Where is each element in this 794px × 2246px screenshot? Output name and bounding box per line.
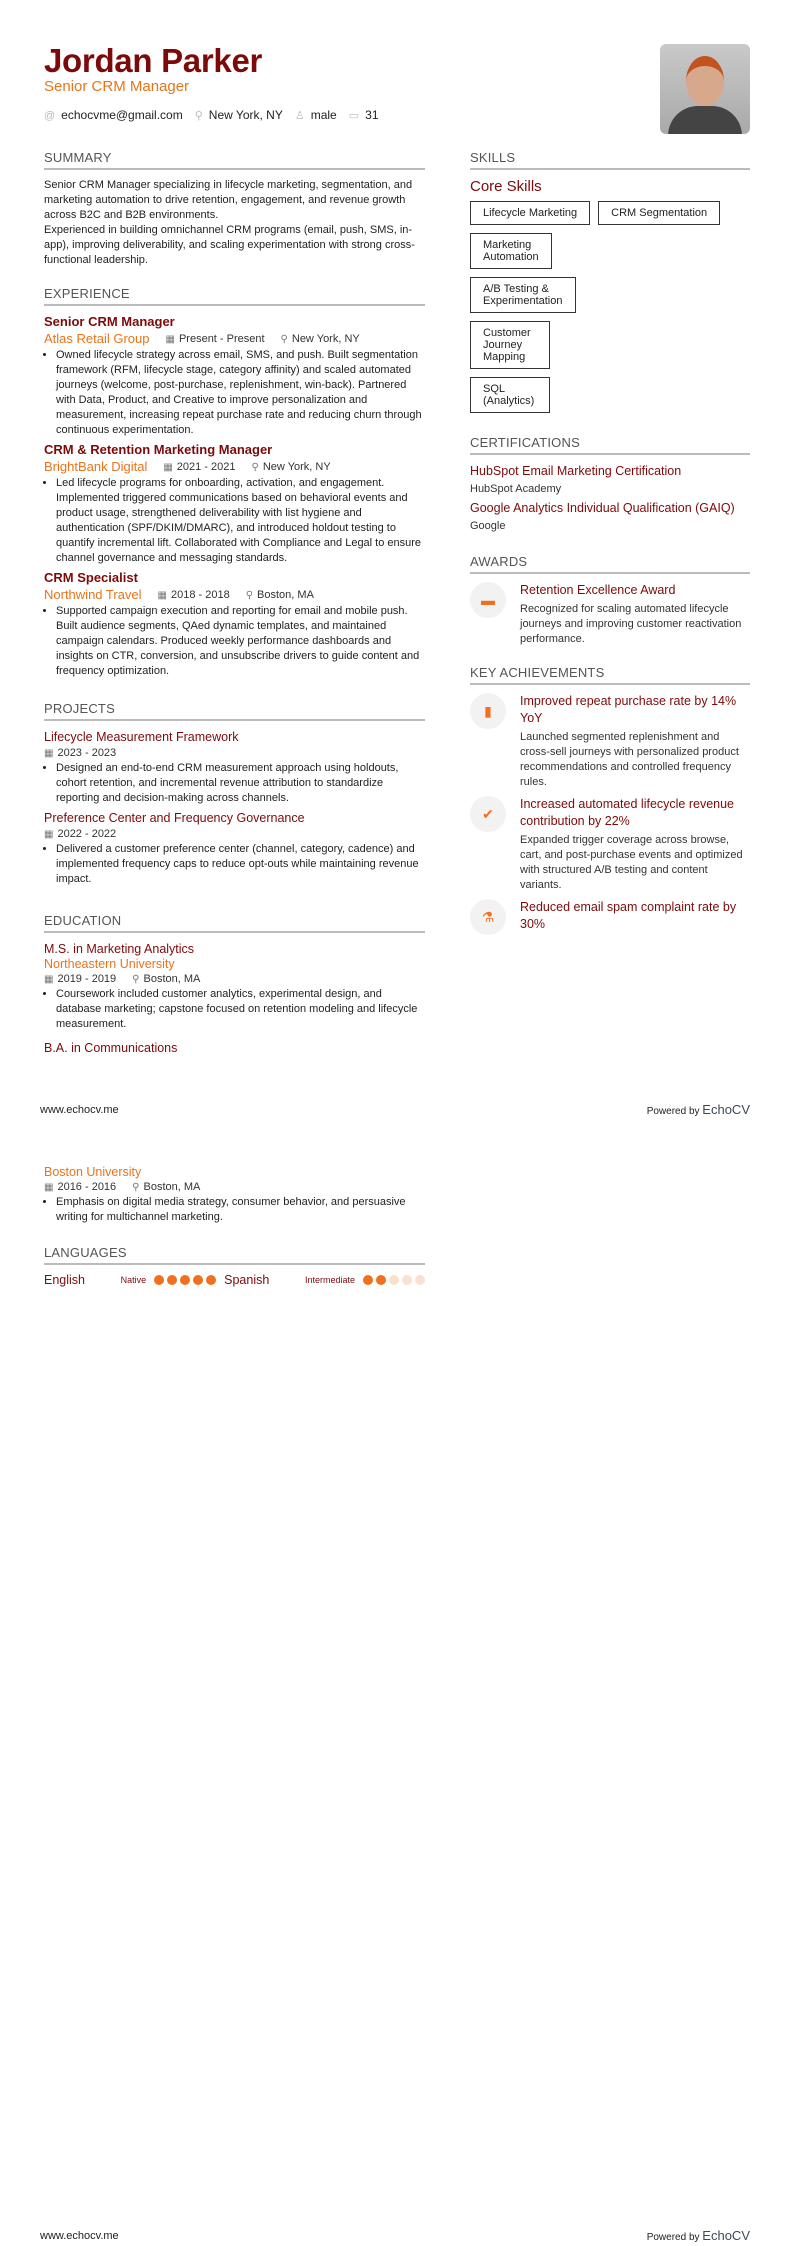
experience-section [44, 286, 425, 679]
powered-by [647, 2228, 750, 2243]
calendar-icon: ▦ [44, 1182, 54, 1193]
document-icon: ▮ [470, 693, 506, 729]
skill-chip: Customer Journey Mapping [470, 321, 550, 369]
proficiency-dot [193, 1275, 203, 1285]
section-heading: PROJECTS [44, 701, 425, 721]
calendar-icon: ▦ [163, 461, 173, 473]
experience-item [44, 442, 425, 566]
proficiency-dots [154, 1275, 216, 1285]
skill-chip: Lifecycle Marketing [470, 201, 590, 225]
project-item [44, 729, 425, 806]
location-icon: ⚲ [132, 1182, 140, 1193]
language-level: Native [120, 1275, 147, 1285]
gender: male [310, 108, 337, 122]
location-icon: ⚲ [132, 974, 140, 985]
language-name: Spanish [224, 1273, 270, 1287]
calendar-icon: ▦ [44, 748, 54, 759]
achievement-item [470, 899, 750, 935]
section-heading: CERTIFICATIONS [470, 435, 750, 455]
age: 31 [365, 108, 379, 122]
calendar-icon: ▭ [348, 110, 360, 122]
footer-site-link[interactable]: www.echocv.me [40, 2230, 119, 2242]
proficiency-dot [363, 1275, 373, 1285]
certification-item [470, 500, 750, 532]
proficiency-dot [402, 1275, 412, 1285]
powered-by-label: Powered by [646, 2232, 700, 2243]
summary-text: Senior CRM Manager specializing in lifecycle marketing, segmentation, and marketing automation to drive retention, engagement, and revenue growth across B2C and B2B environments. [44, 179, 413, 221]
languages-section [44, 1245, 425, 1287]
description: • Coursework included customer analytics, experimental design, and database marketing; capstone focused on retention modeling and lifecycle measurement. [56, 987, 425, 1032]
award-description: Recognized for scaling automated lifecycle journeys and improving customer reactivation performance. [520, 603, 742, 645]
project-title: Preference Center and Frequency Governance [44, 811, 305, 825]
description: • Designed an end-to-end CRM measurement approach using holdouts, cohort retention, and incremental revenue attribution to standardize reporting and decision-making across channels. [56, 761, 425, 806]
project-item [44, 810, 425, 887]
proficiency-dot [206, 1275, 216, 1285]
summary-section [44, 150, 425, 268]
certifications-section [470, 435, 750, 532]
description: • Led lifecycle programs for onboarding, activation, and engagement. Implemented triggered communications based on behavioral events and product usage, strengthened deliverability with list hygiene and authentication (SPF/DKIM/DMARC), and introduced holdout testing to quantify incremental lift. Collaborated with Compliance and Legal to ensure channel governance and messaging standards. [56, 476, 425, 566]
email: echocvme@gmail.com [61, 108, 183, 122]
section-heading: SKILLS [470, 150, 750, 170]
location-icon: ⚲ [251, 461, 259, 473]
dates: 2021 - 2021 [176, 460, 236, 473]
footer-site-link[interactable]: www.echocv.me [40, 1104, 119, 1116]
contact-info [44, 108, 379, 122]
location-icon: ⚲ [194, 110, 203, 122]
company: BrightBank Digital [44, 459, 148, 474]
achievements-section [470, 665, 750, 935]
brand-logo: EchoCV [702, 2228, 750, 2243]
degree: B.A. in Communications [44, 1041, 178, 1055]
cert-title: Google Analytics Individual Qualification (GAIQ) [470, 501, 735, 515]
profile-photo [660, 44, 750, 134]
location: Boston, MA [143, 973, 201, 985]
award-title: Retention Excellence Award [520, 583, 676, 597]
award-item [470, 582, 750, 647]
section-heading: KEY ACHIEVEMENTS [470, 665, 750, 685]
candidate-title: Senior CRM Manager [44, 78, 190, 95]
resume-page-2 [0, 1123, 794, 2246]
cert-title: HubSpot Email Marketing Certification [470, 464, 682, 478]
email-icon: @ [44, 110, 56, 122]
dates: 2022 - 2022 [57, 828, 117, 840]
experience-item [44, 570, 425, 679]
location: New York, NY [208, 108, 283, 122]
dates: 2016 - 2016 [57, 1181, 117, 1193]
location: New York, NY [291, 332, 360, 345]
language-name: English [44, 1273, 85, 1287]
job-title: Senior CRM Manager [44, 314, 175, 329]
calendar-icon: ▦ [165, 333, 175, 345]
degree: M.S. in Marketing Analytics [44, 942, 195, 956]
skill-chip: CRM Segmentation [598, 201, 720, 225]
certification-item [470, 463, 750, 495]
location-icon: ⚲ [280, 333, 288, 345]
achievement-item [470, 796, 750, 893]
dates: Present - Present [178, 332, 265, 345]
achievement-title: Improved repeat purchase rate by 14% YoY [520, 694, 737, 725]
job-title: CRM Specialist [44, 570, 138, 585]
person-icon: ♙ [294, 110, 305, 122]
skill-chip: Marketing Automation [470, 233, 552, 269]
projects-section [44, 701, 425, 887]
calendar-icon: ▦ [44, 974, 54, 985]
description: • Emphasis on digital media strategy, consumer behavior, and persuasive writing for multichannel marketing. [56, 1195, 425, 1225]
project-title: Lifecycle Measurement Framework [44, 730, 239, 744]
section-heading: AWARDS [470, 554, 750, 574]
cert-issuer: HubSpot Academy [470, 483, 562, 495]
language-level: Intermediate [304, 1275, 355, 1285]
archive-icon: ▬ [470, 582, 506, 618]
proficiency-dot [167, 1275, 177, 1285]
location: Boston, MA [257, 588, 314, 601]
section-heading: EXPERIENCE [44, 286, 425, 306]
check-badge-icon: ✔ [470, 796, 506, 832]
description: • Delivered a customer preference center (channel, category, cadence) and implemented frequency caps to reduce opt-outs while maintaining revenue impact. [56, 842, 425, 887]
section-heading: LANGUAGES [44, 1245, 425, 1265]
powered-by [647, 1102, 750, 1117]
achievement-description: Expanded trigger coverage across browse, cart, and post-purchase events and optimized with structured A/B testing and content variants. [520, 834, 743, 891]
candidate-name: Jordan Parker [44, 42, 263, 79]
school: Boston University [44, 1165, 142, 1179]
skill-chip: SQL (Analytics) [470, 377, 550, 413]
company: Atlas Retail Group [44, 331, 150, 346]
experience-item [44, 314, 425, 438]
proficiency-dot [415, 1275, 425, 1285]
description: • Owned lifecycle strategy across email, SMS, and push. Built segmentation framework (RFM, lifecycle stage, category affinity) and scaled automated journeys (welcome, post-purchase, replenishment, win-back). Partnered with Data, Product, and Creative to improve personalization and measurement, increasing repeat purchase rate and reducing churn through continuous experimentation. [56, 348, 425, 438]
education-section [44, 913, 425, 1056]
dates: 2018 - 2018 [171, 588, 230, 601]
company: Northwind Travel [44, 587, 142, 602]
calendar-icon: ▦ [157, 589, 167, 601]
section-heading: EDUCATION [44, 913, 425, 933]
awards-section [470, 554, 750, 647]
dates: 2019 - 2019 [57, 973, 117, 985]
school: Northeastern University [44, 957, 175, 971]
job-title: CRM & Retention Marketing Manager [44, 442, 273, 457]
skill-group-title: Core Skills [470, 178, 542, 195]
achievement-description: Launched segmented replenishment and cross-sell journeys with personalized product recommendations and controlled frequency rules. [520, 731, 739, 788]
proficiency-dot [389, 1275, 399, 1285]
description: • Supported campaign execution and reporting for email and mobile push. Built audience segments, QAed dynamic templates, and maintained campaign calendars. Produced weekly performance dashboards and insights on CTR, conversion, and unsubscribe drivers to guide content and frequency optimization. [56, 604, 425, 679]
location-icon: ⚲ [245, 589, 254, 601]
flask-icon: ⚗ [470, 899, 506, 935]
proficiency-dot [154, 1275, 164, 1285]
proficiency-dots [363, 1275, 425, 1285]
proficiency-dot [180, 1275, 190, 1285]
powered-by-label: Powered by [646, 1106, 700, 1117]
achievement-item [470, 693, 750, 790]
brand-logo: EchoCV [702, 1102, 750, 1117]
skills-section [470, 150, 750, 413]
calendar-icon: ▦ [44, 829, 54, 840]
skill-chip: A/B Testing & Experimentation [470, 277, 576, 313]
proficiency-dot [376, 1275, 386, 1285]
dates: 2023 - 2023 [57, 747, 117, 759]
cert-issuer: Google [470, 520, 506, 532]
section-heading: SUMMARY [44, 150, 425, 170]
achievement-title: Reduced email spam complaint rate by 30% [520, 900, 737, 931]
achievement-title: Increased automated lifecycle revenue contribution by 22% [520, 797, 735, 828]
summary-text: Experienced in building omnichannel CRM programs (email, push, SMS, in-app), improving deliverability, and scaling experimentation with strong cross-functional leadership. [44, 224, 415, 266]
location: New York, NY [262, 460, 331, 473]
location: Boston, MA [143, 1181, 201, 1193]
